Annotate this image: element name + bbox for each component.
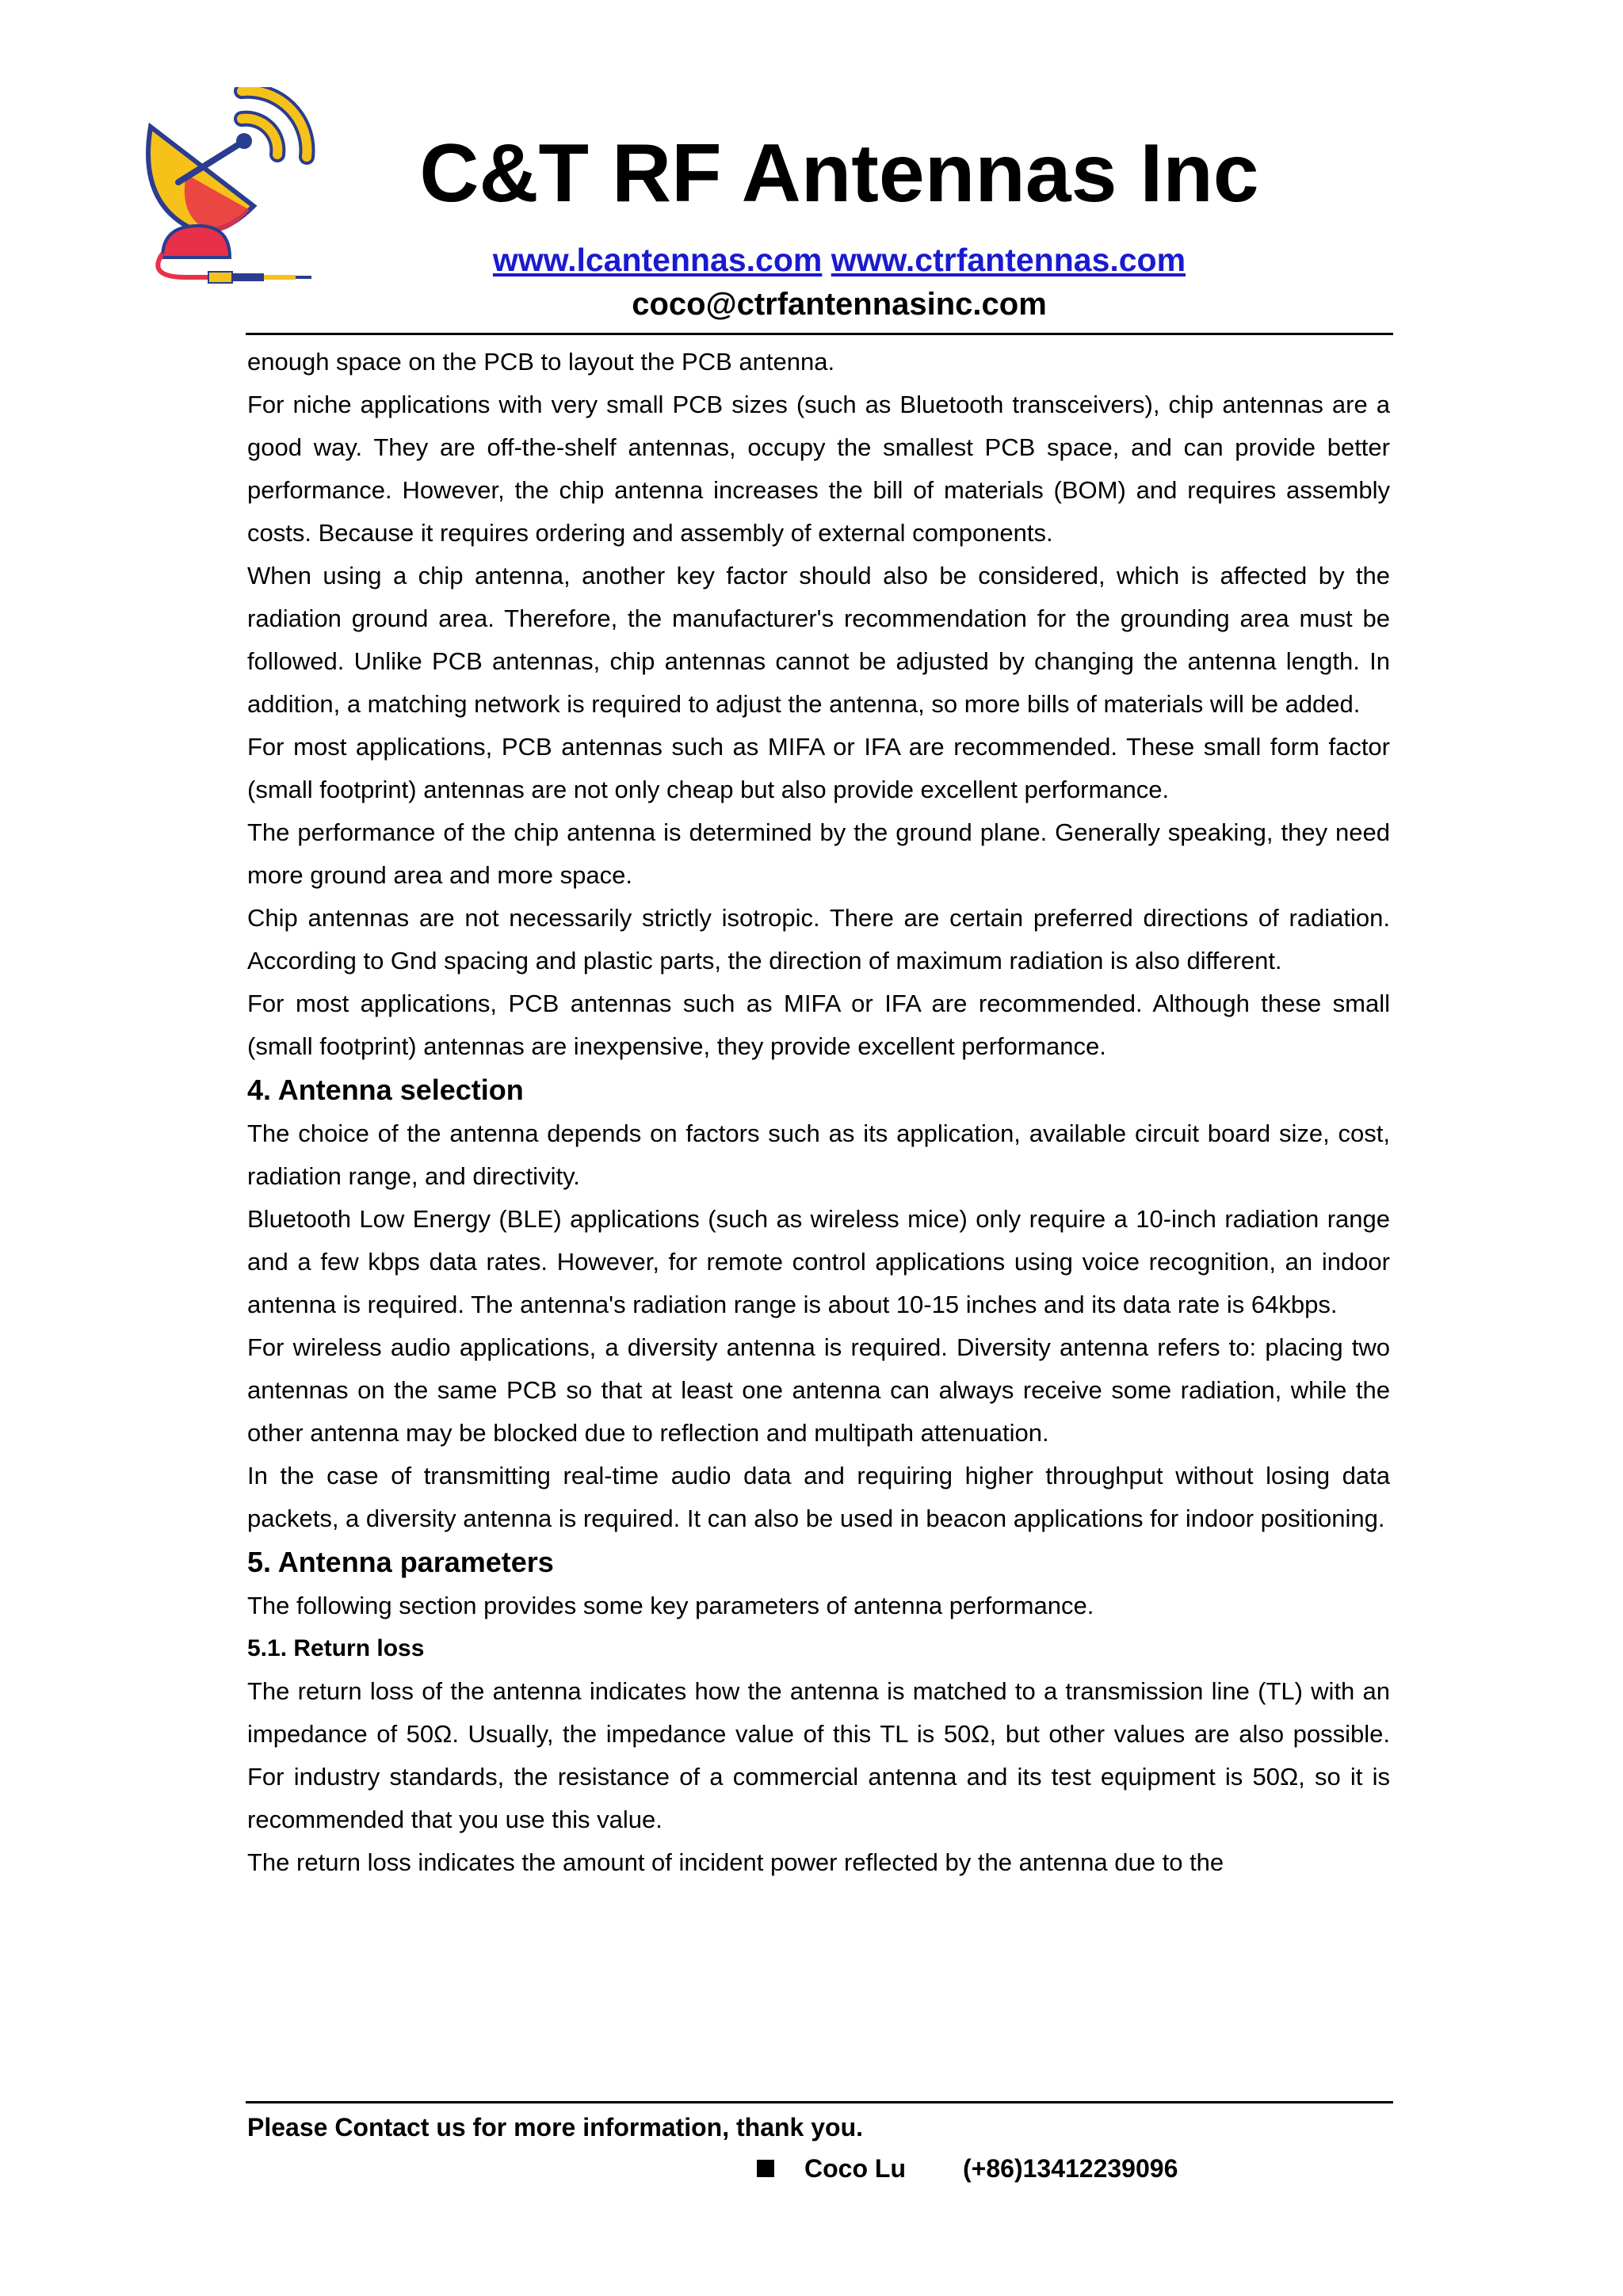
footer-note: Please Contact us for more information, thank you.	[247, 2113, 864, 2142]
contact-name: Coco Lu	[804, 2154, 906, 2183]
website-link-lcantennas[interactable]: www.lcantennas.com	[492, 242, 823, 278]
paragraph: For most applications, PCB antennas such as MIFA or IFA are recommended. Although these small (small footprint) antennas are inexpensive, they provide excellent performance.	[247, 990, 1390, 1060]
paragraph: Bluetooth Low Energy (BLE) applications (such as wireless mice) only require a 10-inch radiation range and a few kbps data rates. However, for remote control applications using voice recognition, an indoor antenna is required. The antenna's radiation range is about 10-15 inches and its data rate is 64kbps.	[247, 1205, 1390, 1318]
paragraph: For most applications, PCB antennas such as MIFA or IFA are recommended. These small form factor (small footprint) antennas are not only cheap but also provide excellent performance.	[247, 733, 1390, 803]
company-title: C&T RF Antennas Inc	[419, 128, 1259, 219]
square-bullet-icon	[757, 2160, 774, 2177]
paragraph: Chip antennas are not necessarily strictly isotropic. There are certain preferred directions of radiation. According to Gnd spacing and plastic parts, the direction of maximum radiation is also different.	[247, 904, 1390, 974]
paragraph: For niche applications with very small PCB sizes (such as Bluetooth transceivers), chip antennas are a good way. They are off-the-shelf antennas, occupy the smallest PCB space, and can provide better performance. However, the chip antenna increases the bill of materials (BOM) and requires assembly costs. Because it requires ordering and assembly of external components.	[247, 391, 1390, 547]
paragraph: The return loss of the antenna indicates how the antenna is matched to a transmission line (TL) with an impedance of 50Ω. Usually, the impedance value of this TL is 50Ω, but other values are also possible. For industry standards, the resistance of a commercial antenna and its test equipment is 50Ω, so it is recommended that you use this value.	[247, 1677, 1390, 1833]
contact-phone: (+86)13412239096	[963, 2154, 1178, 2183]
document-body	[247, 341, 1390, 1884]
paragraph: The return loss indicates the amount of incident power reflected by the antenna due to the	[247, 1848, 1224, 1876]
website-link-ctrfantennas[interactable]: www.ctrfantennas.com	[831, 242, 1186, 278]
section-heading: 4. Antenna selection	[247, 1074, 524, 1106]
paragraph: For wireless audio applications, a diversity antenna is required. Diversity antenna refers to: placing two antennas on the same PCB so that at least one antenna can always receive some radiation, while the other antenna may be blocked due to reflection and multipath attenuation.	[247, 1333, 1390, 1447]
paragraph: enough space on the PCB to layout the PCB antenna.	[247, 348, 835, 376]
contact-email: coco@ctrfantennasinc.com	[632, 287, 1047, 322]
paragraph: The performance of the chip antenna is determined by the ground plane. Generally speaking, they need more ground area and more space.	[247, 818, 1390, 889]
paragraph: When using a chip antenna, another key factor should also be considered, which is affected by the radiation ground area. Therefore, the manufacturer's recommendation for the grounding area must be followed. Unlike PCB antennas, chip antennas cannot be adjusted by changing the antenna length. In addition, a matching network is required to adjust the antenna, so more bills of materials will be added.	[247, 562, 1390, 718]
footer-contact	[757, 2149, 1178, 2188]
section-heading: 5. Antenna parameters	[247, 1546, 554, 1578]
paragraph: The choice of the antenna depends on factors such as its application, available circuit board size, cost, radiation range, and directivity.	[247, 1119, 1390, 1190]
footer-divider	[246, 2101, 1393, 2103]
website-links	[0, 242, 1623, 279]
header-divider	[246, 333, 1393, 335]
subsection-heading: 5.1. Return loss	[247, 1635, 425, 1661]
paragraph: In the case of transmitting real-time audio data and requiring higher throughput without losing data packets, a diversity antenna is required. It can also be used in beacon applications for indoor positioning.	[247, 1462, 1390, 1532]
paragraph: The following section provides some key parameters of antenna performance.	[247, 1592, 1094, 1619]
